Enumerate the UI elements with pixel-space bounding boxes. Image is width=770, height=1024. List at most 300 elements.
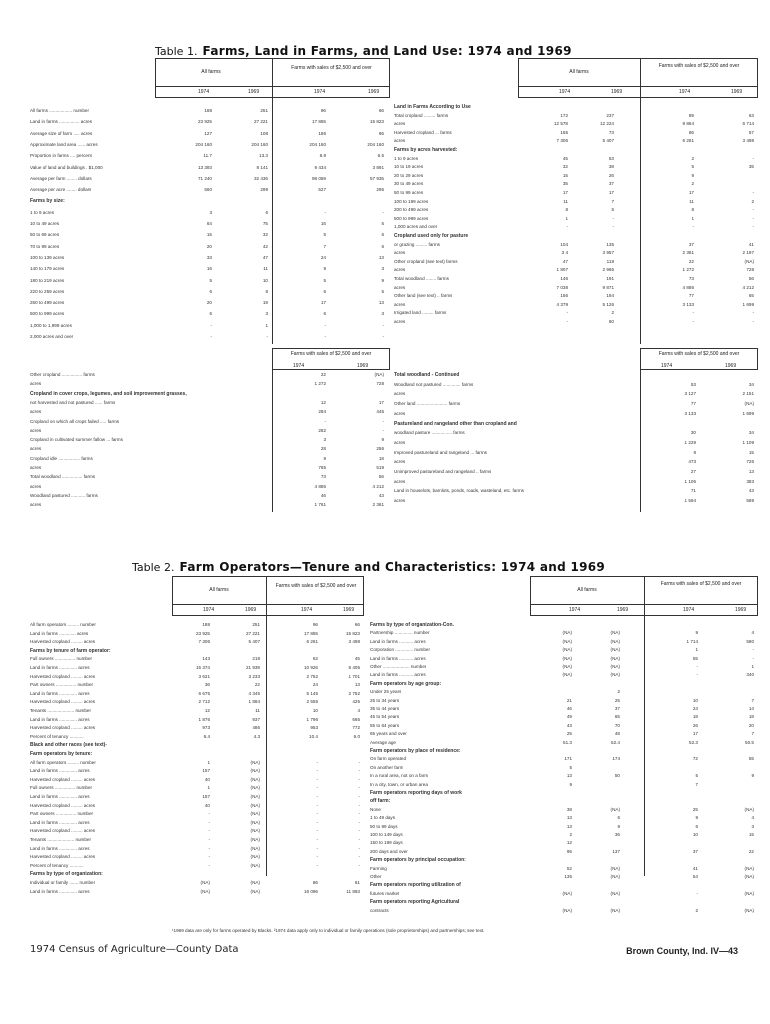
row-label: 1 to 49 days [370, 815, 396, 821]
row-value: - [752, 647, 754, 653]
row-value: 1 [565, 215, 568, 221]
row-label: woodland pasture ................ farms [394, 430, 465, 436]
row-label: Tenants ..................... number [30, 708, 92, 713]
row-value: 62 [312, 656, 318, 662]
row-value: 6 261 [682, 138, 694, 144]
row-value: (NA) [610, 806, 620, 812]
row-label: Full owners ................ number [30, 785, 93, 791]
row-value: 17 [608, 190, 614, 195]
row-value: (NA) [744, 907, 754, 913]
row-value: 9 [381, 437, 384, 443]
row-value: - [316, 811, 318, 817]
row-value: 86 [688, 129, 694, 135]
row-value: 6 [695, 823, 698, 829]
row-value: (NA) [250, 837, 260, 842]
row-value: 165 [560, 129, 568, 135]
row-value: 5 145 [306, 690, 318, 696]
row-value: (NA) [744, 874, 754, 879]
row-value: 383 [746, 478, 754, 484]
row-label: off farm: [370, 798, 391, 805]
row-value: 45 [562, 155, 568, 161]
row-label: Land in farms .............. acres [30, 768, 90, 774]
row-value: 6 [209, 288, 212, 294]
row-value: (NA) [250, 862, 260, 868]
row-value: 7 306 [556, 138, 568, 144]
row-value: 12 224 [599, 121, 614, 127]
row-value: 104 [560, 241, 568, 247]
row-value: - [210, 322, 212, 328]
row-value: (NA) [610, 630, 620, 636]
row-value: 24 [692, 706, 698, 711]
row-value: 486 [252, 725, 260, 731]
row-value: - [208, 837, 210, 842]
row-value: 11 [689, 198, 694, 204]
row-value: 251 [252, 622, 260, 627]
row-value: 251 [260, 108, 268, 113]
row-label: 100 to 139 acres [30, 254, 65, 260]
year-1974: 1974 [661, 363, 673, 369]
row-label: Farm operators by principal occupation: [370, 857, 466, 864]
row-value: 51.3 [563, 739, 572, 745]
col-all-farms: All farms [569, 69, 589, 75]
row-value: 55 [748, 756, 754, 762]
row-value: 12 [320, 399, 326, 405]
row-label: Value of land and buildings . $1,000 [30, 164, 103, 170]
row-label: 35 to 44 years [370, 706, 400, 711]
row-value: 2 151 [742, 391, 754, 397]
row-value: 2 [751, 198, 754, 204]
row-value: 13 [354, 682, 360, 688]
row-value: - [692, 319, 694, 324]
row-value: 18 [378, 455, 384, 461]
row-value: 20 [206, 300, 212, 306]
row-value: 12 [204, 708, 210, 713]
row-value: 9 [569, 781, 572, 787]
row-value: - [696, 672, 698, 678]
row-value: 7 [611, 198, 614, 204]
row-label: Farm operators reporting Agricultural [370, 899, 460, 906]
row-value: 1 [751, 664, 754, 669]
row-value: 13 [378, 300, 384, 306]
row-value: 60 [608, 319, 614, 324]
row-value: 2 [691, 155, 694, 161]
row-value: 2 197 [742, 250, 754, 256]
row-value: 256 [376, 446, 384, 452]
row-label: or grazing ......... farms [394, 241, 440, 247]
row-value: 146 [560, 276, 568, 281]
row-value: 1 796 [306, 716, 318, 722]
row-label: Harvested cropland ......... acres [30, 828, 96, 834]
row-value: 15 374 [195, 665, 210, 670]
row-label: 10 to 49 acres [30, 221, 60, 226]
row-label: Harvested cropland ......... acres [30, 725, 96, 731]
row-label: Proportion in farms .... percent [30, 153, 92, 159]
divider [272, 370, 273, 512]
row-value: 32 [262, 232, 268, 238]
year-1969: 1969 [357, 363, 369, 369]
row-label: All farms .................. number [30, 108, 89, 113]
row-value: 1 109 [742, 439, 754, 445]
table1-lower-right-header [640, 348, 758, 370]
row-value: (NA) [250, 759, 260, 765]
row-label: Farming [370, 865, 387, 871]
row-value: 1 106 [684, 478, 696, 484]
row-label: Land in farms ................ acres [30, 119, 93, 125]
divider [266, 576, 267, 876]
row-value: 43 [748, 488, 754, 494]
row-value: - [316, 768, 318, 774]
year-1974: 1974 [301, 607, 313, 613]
row-value: 6 [381, 232, 384, 238]
row-value: 186 [318, 130, 326, 136]
row-label: 180 to 219 acres [30, 277, 65, 283]
row-value: 5 [569, 764, 572, 770]
row-value: 237 [606, 112, 614, 118]
row-value: 10 [312, 708, 318, 713]
row-value: 38 [566, 806, 572, 812]
row-label: 20 to 29 acres [394, 172, 424, 178]
row-value: 11.7 [203, 153, 212, 159]
row-label: Corporation .............. number [370, 647, 430, 653]
row-value: 43 [378, 492, 384, 498]
row-value: - [316, 759, 318, 765]
row-label: Farm operators reporting utilization of [370, 882, 461, 889]
row-value: 46 [320, 492, 326, 498]
row-label: Partnership .............. number [370, 630, 430, 636]
row-value: 519 [376, 465, 384, 470]
row-value: 52 [566, 865, 572, 871]
row-value: - [752, 224, 754, 230]
row-value: 9 [695, 630, 698, 636]
row-value: 473 [688, 459, 696, 465]
row-value: 17 [320, 300, 326, 306]
row-value: 1 [695, 647, 698, 653]
row-label: Other cropland (see text) farms [394, 258, 458, 264]
table1-heading [155, 40, 572, 59]
col-all-farms: All farms [577, 587, 597, 593]
row-label: Land in farms .............. acres [30, 819, 90, 825]
row-value: 96 [312, 622, 318, 627]
row-label: 70 to 99 acres [30, 243, 60, 249]
row-value: 9 [323, 455, 326, 461]
row-value: - [316, 854, 318, 860]
row-value: (NA) [250, 880, 260, 885]
row-value: 73 [688, 276, 694, 281]
row-value: (NA) [610, 865, 620, 871]
row-value: (NA) [562, 664, 572, 669]
row-value: 5 [209, 277, 212, 283]
row-label: Percent of tenancy ........... [30, 862, 84, 868]
row-value: (NA) [744, 401, 754, 407]
row-value: 1 [691, 215, 694, 221]
row-value: 1 807 [556, 267, 568, 273]
row-label: On another farm [370, 764, 404, 770]
row-value: 19 [262, 300, 268, 306]
row-value: 765 [318, 465, 326, 470]
row-label: Land in farms .............. acres [30, 794, 90, 799]
row-value: 70 [614, 722, 620, 728]
row-value: 1 884 [248, 699, 260, 705]
row-value: 973 [202, 725, 210, 731]
row-value: - [208, 845, 210, 851]
row-value: 32 [562, 164, 568, 170]
row-value: 77 [690, 401, 696, 407]
row-value: 2 712 [198, 699, 210, 705]
row-value: 7 [695, 781, 698, 787]
row-value: 47 [262, 254, 268, 260]
year-1974: 1974 [314, 89, 326, 95]
row-label: acres [30, 483, 42, 489]
row-value: - [358, 759, 360, 765]
row-value: 52.3 [689, 739, 698, 745]
row-label: 30 to 49 acres [394, 181, 424, 187]
row-value: - [208, 828, 210, 834]
row-value: 282 [318, 427, 326, 433]
row-label: Percent of tenancy ........... [30, 733, 84, 739]
row-label: Harvested cropland ... farms [394, 129, 452, 135]
row-label: On farm operated [370, 756, 407, 762]
row-value: 11 [255, 708, 260, 713]
row-value: 23 925 [197, 119, 212, 125]
table1-title: Farms, Land in Farms, and Land Use: 1974 and 1969 [202, 44, 572, 58]
col-sales: Farms with sales of $2,500 and over [658, 63, 740, 69]
row-value: 27 221 [253, 119, 268, 125]
row-value: - [752, 155, 754, 161]
row-value: 57 935 [369, 175, 384, 181]
row-value: 772 [352, 725, 360, 731]
row-label: Cropland used only for pasture [394, 233, 469, 239]
divider [518, 86, 758, 87]
col-sales-right: Farms with sales of $2,500 and over [660, 581, 742, 587]
row-value: 2 [695, 907, 698, 913]
row-value: - [266, 334, 268, 339]
row-value: 77 [688, 293, 694, 299]
row-value: 2 [569, 832, 572, 837]
row-value: 72 [692, 756, 698, 762]
col-all-farms: All farms [209, 587, 229, 593]
row-value: 1 594 [684, 498, 696, 504]
row-label: Farm operators by age group: [370, 680, 442, 687]
row-value: (NA) [610, 874, 620, 879]
row-value: 65 [748, 293, 754, 299]
row-value: 25 [566, 731, 572, 737]
row-value: 20 [748, 722, 754, 728]
row-label: acres [394, 459, 406, 465]
table2-footnote: ¹1969 data are only for farms operated by Blacks. ²1974 data apply only to individual or family operations (sole proprietorships) and partnerships; see text. [172, 928, 485, 933]
row-value: 8 141 [256, 164, 268, 170]
row-value: 6 [381, 243, 384, 249]
row-value: 3 4 [561, 250, 568, 256]
row-value: 36 [204, 682, 210, 688]
row-value: 28 [320, 446, 326, 452]
row-label: All farm operators ......... number [30, 759, 96, 765]
row-label: Farm operators by tenure: [30, 751, 93, 757]
row-label: Cropland in cover crops, legumes, and soil improvement grasses, [30, 390, 187, 397]
row-label: acres [394, 478, 406, 484]
row-value: - [566, 310, 568, 316]
row-value: - [324, 418, 326, 424]
row-value: 7 [751, 731, 754, 737]
row-value: 9 [323, 266, 326, 272]
row-value: 22 [320, 372, 326, 377]
year-1969: 1969 [343, 607, 355, 613]
row-value: 35 [562, 181, 568, 187]
row-value: (NA) [562, 638, 572, 644]
row-value: (NA) [200, 880, 210, 885]
row-value: 15 [562, 172, 568, 178]
row-value: 204 160 [251, 141, 268, 147]
row-value: 1 229 [684, 439, 696, 445]
row-value: 98 059 [311, 175, 326, 181]
row-value: 22 [748, 848, 754, 854]
row-value: - [316, 845, 318, 851]
row-value: 24 [312, 682, 318, 688]
row-value: - [316, 802, 318, 808]
row-value: (NA) [562, 655, 572, 661]
row-value: (NA) [744, 258, 754, 264]
row-value: 10 [262, 277, 268, 283]
row-value: 3 133 [682, 301, 694, 307]
row-value: - [208, 862, 210, 868]
row-value: 26 [608, 172, 614, 178]
table1-right-header [518, 58, 758, 98]
row-value: 40 [204, 802, 210, 808]
row-value: (NA) [610, 890, 620, 896]
row-value: 16 [320, 221, 326, 226]
row-value: 3 [381, 266, 384, 272]
row-value: 54 [692, 874, 698, 879]
year-1969: 1969 [248, 89, 260, 95]
row-value: 13 [566, 773, 572, 779]
row-value: 174 [612, 756, 620, 762]
row-value: 4.3 [253, 733, 260, 739]
row-value: 4 [751, 630, 754, 636]
table2-title: Farm Operators—Tenure and Characteristics: 1974 and 1969 [179, 560, 606, 574]
row-value: 4 [357, 708, 360, 713]
row-value: 27 [690, 469, 696, 474]
row-value: 3 233 [248, 673, 260, 679]
row-value: 5 [695, 773, 698, 779]
row-value: 34 [748, 430, 754, 436]
row-value: 45 [354, 656, 360, 662]
row-label: 10 to 19 acres [394, 164, 424, 170]
row-value: 2 361 [682, 250, 694, 256]
row-value: 12 [566, 840, 572, 846]
row-value: (NA) [250, 845, 260, 851]
row-value: 143 [202, 656, 210, 662]
row-value: 55 [692, 655, 698, 661]
row-value: - [208, 819, 210, 825]
row-value: (NA) [744, 806, 754, 812]
row-label: Harvested cropland ......... acres [30, 802, 96, 808]
row-value: 1 [265, 322, 268, 328]
row-value: 16 096 [303, 888, 318, 894]
row-value: - [612, 215, 614, 221]
row-label: acres [394, 250, 406, 256]
row-value: 37 [614, 706, 620, 711]
row-value: 96 [320, 108, 326, 113]
row-value: 1 761 [314, 502, 326, 508]
year-1969: 1969 [245, 607, 257, 613]
row-label: 50 to 99 days [370, 823, 398, 829]
row-value: 4 [751, 815, 754, 821]
row-value: 13 393 [197, 164, 212, 170]
row-label: All farm operators ......... number [30, 622, 96, 627]
year-1974: 1974 [203, 607, 215, 613]
row-value: - [752, 190, 754, 195]
row-value: 299 [260, 187, 268, 193]
row-value: 22 [688, 258, 694, 264]
year-1969: 1969 [368, 89, 380, 95]
row-value: - [316, 837, 318, 842]
row-value: - [208, 811, 210, 817]
row-value: - [382, 427, 384, 433]
row-label: acres [30, 446, 42, 452]
row-value: 6.0 [353, 733, 360, 739]
row-label: Land in farms ........... acres [370, 638, 426, 644]
row-label: Tenants ..................... number [30, 837, 92, 842]
row-value: 953 [310, 725, 318, 731]
row-value: 15 823 [369, 119, 384, 125]
row-value: 17 865 [303, 630, 318, 636]
row-value: 135 [564, 874, 572, 879]
row-value: (NA) [250, 888, 260, 894]
row-value: 9 [381, 277, 384, 283]
row-label: None [370, 806, 381, 812]
row-value: 4 379 [556, 301, 568, 307]
row-value: (NA) [250, 819, 260, 825]
row-value: (NA) [250, 776, 260, 782]
row-label: acres [394, 267, 406, 273]
row-value: - [752, 655, 754, 661]
row-value: 204 160 [309, 141, 326, 147]
row-value: (NA) [250, 802, 260, 808]
row-value: 5 [691, 164, 694, 170]
footer-right: Brown County, Ind. IV—43 [626, 946, 738, 956]
row-value: 27 221 [245, 630, 260, 636]
row-value: 21 [566, 697, 572, 703]
row-label: 500 to 999 acres [394, 215, 429, 221]
row-label: Pastureland and rangeland other than cropland and [394, 420, 517, 427]
row-value: (NA) [610, 672, 620, 678]
col-sales: Farms with sales of $2,500 and over [275, 583, 357, 589]
row-label: Farm operators by place of residence: [370, 748, 461, 754]
row-value: 11 893 [346, 888, 360, 894]
row-value: (NA) [250, 854, 260, 860]
row-value: 64 [206, 221, 212, 226]
year-1974: 1974 [559, 89, 571, 95]
row-value: 23 925 [195, 630, 210, 636]
row-value: - [316, 776, 318, 782]
row-value: 95 [566, 848, 572, 854]
row-value: 49 [566, 714, 572, 720]
row-value: 15 [748, 449, 754, 455]
row-value: - [208, 854, 210, 860]
row-label: Other cropland ................ farms [30, 372, 95, 377]
row-label: Total woodland ........ farms [394, 276, 449, 281]
row-value: 75 [262, 221, 268, 226]
row-value: 10 926 [303, 665, 318, 670]
year-1974: 1974 [679, 89, 691, 95]
row-value: 1 [207, 759, 210, 765]
row-value: 726 [746, 459, 754, 465]
year-1974: 1974 [683, 607, 695, 613]
row-label: acres [394, 319, 406, 324]
row-value: 2 752 [348, 690, 360, 696]
row-label: 220 to 259 acres [30, 288, 65, 294]
row-value: 26 [692, 722, 698, 728]
row-value: 8 [565, 207, 568, 213]
